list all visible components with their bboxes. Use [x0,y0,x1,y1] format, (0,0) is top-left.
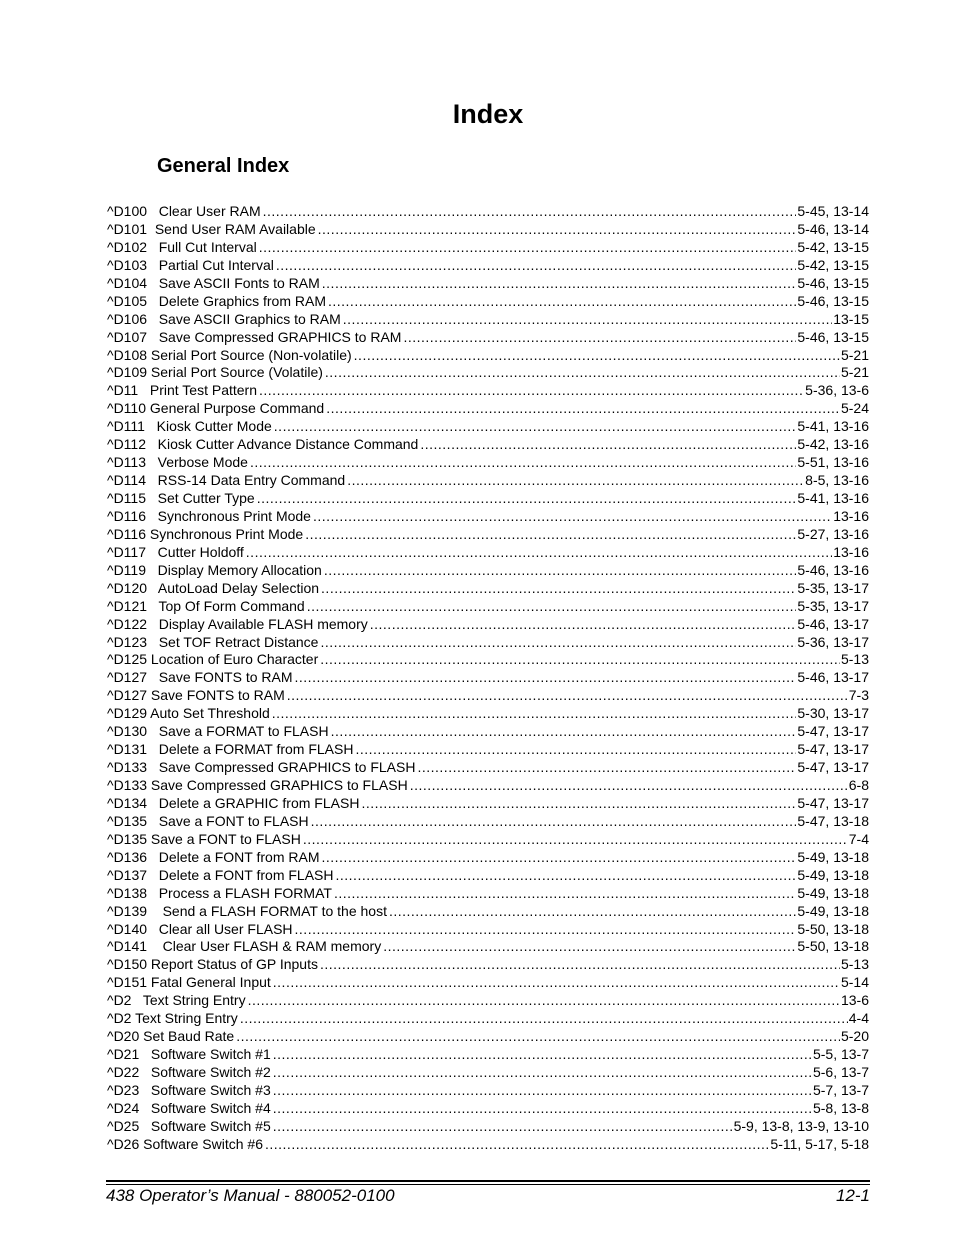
index-entry [107,239,869,257]
dot-leader [403,329,796,347]
index-entry-pages: 5-21 [840,364,869,381]
index-entry-term: ^D102 Full Cut Interval [107,238,257,255]
dot-leader [318,221,797,239]
index-entry-pages: 5-36, 13-17 [797,633,869,650]
index-entry [107,687,869,705]
index-entry [107,544,869,562]
index-entry [107,885,869,903]
index-entry-pages: 5-50, 13-18 [797,938,869,955]
index-entry-list [107,203,869,1154]
index-entry-term: ^D116 Synchronous Print Mode [107,525,304,542]
dot-leader [361,795,796,813]
index-entry [107,364,869,382]
index-entry-pages: 5-49, 13-18 [797,884,869,901]
index-entry [107,1064,869,1082]
index-entry-pages: 5-41, 13-16 [797,490,869,506]
index-entry-term: ^D135 Save a FONT to FLASH [107,812,309,829]
index-entry [107,849,869,867]
index-entry [107,436,869,454]
dot-leader [347,472,804,490]
dot-leader [420,436,796,454]
index-entry [107,813,869,831]
index-entry-pages: 5-46, 13-17 [797,615,869,632]
dot-leader [311,813,797,831]
index-entry [107,508,869,526]
index-entry-pages: 5-41, 13-16 [797,418,869,435]
dot-leader [320,956,840,974]
index-entry [107,1100,869,1118]
index-entry [107,795,869,813]
index-entry-pages: 4-4 [848,1010,869,1027]
index-entry-term: ^D105 Delete Graphics from RAM [107,292,326,309]
index-entry [107,454,869,472]
index-entry [107,490,869,508]
index-entry-term: ^D100 Clear User RAM [107,203,261,219]
index-entry-term: ^D26 Software Switch #6 [107,1135,263,1152]
index-entry-term: ^D106 Save ASCII Graphics to RAM [107,310,341,327]
index-entry [107,257,869,275]
index-entry [107,400,869,418]
index-entry-term: ^D117 Cutter Holdoff [107,543,244,560]
dot-leader [325,364,840,382]
dot-leader [236,1028,840,1046]
index-entry-term: ^D101 Send User RAM Available [107,220,316,237]
index-entry-term: ^D120 AutoLoad Delay Selection [107,579,320,596]
index-entry-pages: 5-35, 13-17 [797,597,869,614]
dot-leader [307,598,797,616]
index-entry [107,669,869,687]
index-entry-term: ^D127 Save FONTS to RAM [107,669,293,686]
index-entry-pages: 5-35, 13-17 [797,579,869,596]
index-entry-term: ^D121 Top Of Form Command [107,597,305,614]
index-entry-pages: 7-4 [848,830,869,847]
index-entry [107,616,869,634]
index-entry-pages: 5-46, 13-15 [797,274,869,291]
index-entry-term: ^D115 Set Cutter Type [107,490,255,506]
index-entry [107,759,869,777]
footer-page-number: 12-1 [835,1186,870,1205]
index-entry [107,329,869,347]
dot-leader [273,1082,812,1100]
index-entry [107,1082,869,1100]
index-entry-term: ^D23 Software Switch #3 [107,1081,271,1098]
index-entry-pages: 5-49, 13-18 [797,902,869,919]
index-entry [107,1046,869,1064]
index-entry [107,974,869,992]
footer-manual-title: 438 Operator’s Manual - 880052-0100 [106,1186,395,1205]
index-entry-pages: 5-47, 13-17 [797,794,869,811]
index-entry [107,562,869,580]
index-entry [107,634,869,652]
dot-leader [410,777,848,795]
dot-leader [417,759,796,777]
dot-leader [320,651,840,669]
index-entry-term: ^D150 Report Status of GP Inputs [107,956,318,973]
dot-leader [248,992,840,1010]
dot-leader [336,867,797,885]
index-entry-term: ^D122 Display Available FLASH memory [107,615,368,632]
dot-leader [273,1118,733,1136]
index-entry [107,1118,869,1136]
index-entry-term: ^D123 Set TOF Retract Distance [107,633,319,650]
index-entry-term: ^D135 Save a FONT to FLASH [107,830,301,847]
index-entry-term: ^D114 RSS-14 Data Entry Command [107,472,346,489]
dot-leader [303,831,848,849]
index-entry-term: ^D25 Software Switch #5 [107,1117,271,1134]
dot-leader [313,508,832,526]
index-entry-pages: 5-36, 13-6 [805,382,869,399]
dot-leader [321,580,796,598]
index-entry-pages: 5-11, 5-17, 5-18 [770,1135,869,1152]
index-entry-term: ^D136 Delete a FONT from RAM [107,848,320,865]
index-entry [107,938,869,956]
index-entry-pages: 5-46, 13-17 [797,669,869,686]
dot-leader [328,293,796,311]
index-entry-pages: 5-46, 13-16 [797,561,869,578]
index-entry-term: ^D21 Software Switch #1 [107,1046,271,1063]
dot-leader [355,741,796,759]
index-entry-term: ^D133 Save Compressed GRAPHICS to FLASH [107,759,416,776]
index-entry-pages: 5-6, 13-7 [812,1064,869,1080]
index-entry [107,293,869,311]
index-entry-term: ^D11 Print Test Pattern [107,382,258,399]
index-entry [107,1010,869,1028]
dot-leader [321,849,796,867]
index-entry [107,956,869,974]
index-entry [107,903,869,921]
index-entry-pages: 5-9, 13-8, 13-9, 13-10 [733,1117,869,1134]
index-entry [107,921,869,939]
index-entry-pages: 13-6 [840,992,869,1009]
index-entry [107,418,869,436]
index-entry-term: ^D108 Serial Port Source (Non-volatile) [107,346,352,363]
index-entry-pages: 5-46, 13-14 [797,220,869,237]
index-entry-pages: 13-16 [833,543,869,560]
index-entry-term: ^D20 Set Baud Rate [107,1028,235,1045]
dot-leader [259,239,797,257]
index-entry-term: ^D113 Verbose Mode [107,454,248,471]
dot-leader [250,454,796,472]
index-entry [107,311,869,329]
index-entry-pages: 5-42, 13-15 [797,238,869,255]
index-entry-pages: 5-45, 13-14 [797,203,869,219]
index-entry-pages: 5-24 [840,400,869,417]
index-entry-term: ^D109 Serial Port Source (Volatile) [107,364,323,381]
dot-leader [305,526,796,544]
index-entry [107,705,869,723]
index-entry [107,867,869,885]
dot-leader [240,1010,848,1028]
index-entry-term: ^D127 Save FONTS to RAM [107,687,285,704]
index-entry-pages: 5-42, 13-15 [797,256,869,273]
index-entry-pages: 5-20 [840,1028,869,1045]
dot-leader [389,903,796,921]
dot-leader [324,562,797,580]
footer-rule [106,1180,870,1182]
index-entry-pages: 5-5, 13-7 [812,1046,869,1063]
index-entry-term: ^D133 Save Compressed GRAPHICS to FLASH [107,777,408,793]
index-entry [107,382,869,400]
dot-leader [322,275,797,293]
dot-leader [343,311,832,329]
dot-leader [326,400,840,418]
index-entry-term: ^D119 Display Memory Allocation [107,561,322,578]
index-entry-term: ^D2 Text String Entry [107,992,246,1009]
index-entry-pages: 5-51, 13-16 [797,454,869,471]
index-entry-term: ^D141 Clear User FLASH & RAM memory [107,938,382,955]
index-entry-term: ^D110 General Purpose Command [107,400,325,417]
dot-leader [265,1136,769,1154]
index-entry-pages: 5-47, 13-17 [797,741,869,758]
index-entry-pages: 5-21 [840,346,869,363]
dot-leader [331,723,797,741]
index-entry-term: ^D116 Synchronous Print Mode [107,507,311,524]
index-entry-pages: 5-7, 13-7 [812,1081,869,1098]
index-entry-pages: 5-13 [840,956,869,973]
index-entry-term: ^D151 Fatal General Input [107,974,271,991]
index-entry-term: ^D137 Delete a FONT from FLASH [107,866,334,883]
index-entry-term: ^D131 Delete a FORMAT from FLASH [107,741,354,758]
index-entry [107,221,869,239]
page-footer [106,1184,870,1208]
index-entry-term: ^D134 Delete a GRAPHIC from FLASH [107,794,360,811]
index-entry [107,723,869,741]
index-entry-pages: 5-47, 13-18 [797,812,869,829]
index-entry-pages: 5-42, 13-16 [797,436,869,453]
index-entry [107,580,869,598]
index-entry [107,831,869,849]
dot-leader [273,1046,812,1064]
dot-leader [246,544,832,562]
index-entry-term: ^D140 Clear all User FLASH [107,920,293,937]
index-entry [107,526,869,544]
index-entry [107,347,869,365]
index-entry-pages: 5-14 [840,974,869,991]
dot-leader [295,921,797,939]
dot-leader [259,382,804,400]
index-entry [107,741,869,759]
index-entry-term: ^D125 Location of Euro Character [107,651,319,668]
dot-leader [273,1100,812,1118]
index-entry-term: ^D104 Save ASCII Fonts to RAM [107,274,320,291]
index-entry [107,472,869,490]
dot-leader [257,490,797,508]
index-entry-pages: 13-15 [833,310,869,327]
dot-leader [273,1064,812,1082]
page-title: Index [452,99,524,129]
section-title: General Index [157,155,290,177]
index-entry-pages: 5-49, 13-18 [797,866,869,883]
dot-leader [273,974,840,992]
index-entry-pages: 5-27, 13-16 [797,525,869,542]
index-entry [107,598,869,616]
index-entry-term: ^D129 Auto Set Threshold [107,705,270,722]
dot-leader [263,203,797,221]
index-entry-pages: 7-3 [848,687,869,704]
dot-leader [274,418,797,436]
index-entry-term: ^D111 Kiosk Cutter Mode [107,418,272,435]
dot-leader [320,634,796,652]
index-entry-pages: 5-47, 13-17 [797,723,869,740]
dot-leader [295,669,797,687]
index-entry-term: ^D138 Process a FLASH FORMAT [107,884,332,901]
index-entry-pages: 5-50, 13-18 [797,920,869,937]
index-entry-pages: 5-46, 13-15 [797,292,869,309]
index-entry [107,651,869,669]
index-entry [107,992,869,1010]
index-entry-pages: 13-16 [833,507,869,524]
dot-leader [354,347,840,365]
index-entry-term: ^D103 Partial Cut Interval [107,256,274,273]
index-entry-pages: 5-46, 13-15 [797,328,869,345]
index-entry [107,777,869,795]
index-entry-pages: 5-30, 13-17 [797,705,869,722]
index-entry-pages: 8-5, 13-16 [805,472,869,489]
index-entry-term: ^D139 Send a FLASH FORMAT to the host [107,902,387,919]
index-entry [107,203,869,221]
index-entry [107,275,869,293]
index-entry-pages: 5-47, 13-17 [797,759,869,776]
dot-leader [383,938,796,956]
dot-leader [334,885,796,903]
index-entry-term: ^D130 Save a FORMAT to FLASH [107,723,329,740]
index-entry-term: ^D22 Software Switch #2 [107,1064,271,1080]
index-entry-term: ^D2 Text String Entry [107,1010,238,1027]
index-entry-pages: 5-49, 13-18 [797,848,869,865]
index-entry-pages: 5-13 [840,651,869,668]
index-entry [107,1028,869,1046]
dot-leader [276,257,797,275]
dot-leader [370,616,797,634]
index-entry-term: ^D107 Save Compressed GRAPHICS to RAM [107,328,402,345]
dot-leader [272,705,797,723]
index-entry-pages: 5-8, 13-8 [812,1099,869,1116]
index-entry-term: ^D112 Kiosk Cutter Advance Distance Command [107,436,419,453]
index-entry-term: ^D24 Software Switch #4 [107,1099,271,1116]
index-entry-pages: 6-8 [848,777,869,793]
index-entry [107,1136,869,1154]
dot-leader [287,687,848,705]
